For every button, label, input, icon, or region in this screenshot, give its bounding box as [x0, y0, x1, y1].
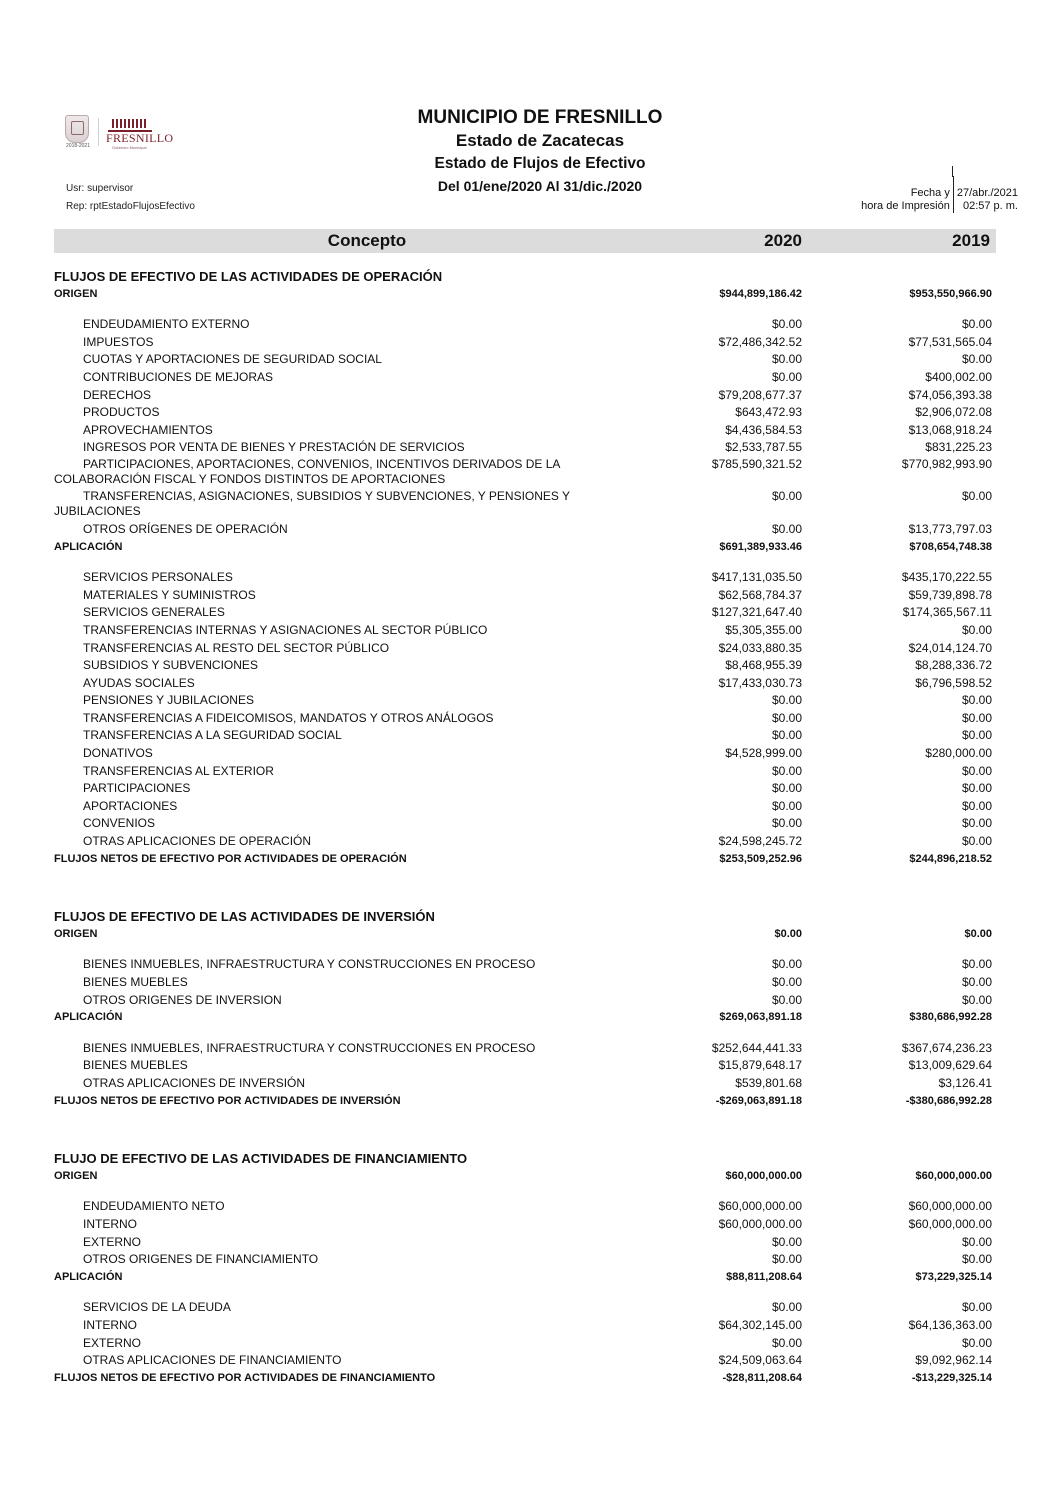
table-row: IMPUESTOS $72,486,342.52 $77,531,565.04	[83, 334, 992, 349]
table-row: INGRESOS POR VENTA DE BIENES Y PRESTACIÓN DE SERVICIOS $2,533,787.55 $831,225.23	[83, 440, 992, 455]
table-row: CONTRIBUCIONES DE MEJORAS $0.00 $400,002.00	[83, 369, 992, 384]
net-total-row-financiamiento: FLUJOS NETOS DE EFECTIVO POR ACTIVIDADES DE FINANCIAMIENTO -$28,811,208.64 -$13,229,325.14	[54, 1371, 992, 1384]
table-row: OTRAS APLICACIONES DE FINANCIAMIENTO $24,509,063.64 $9,092,962.14	[83, 1353, 992, 1368]
municipal-seal-icon	[65, 115, 89, 143]
table-row: AYUDAS SOCIALES $17,433,030.73 $6,796,598.52	[83, 675, 992, 690]
table-row: SUBSIDIOS Y SUBVENCIONES $8,468,955.39 $8,288,336.72	[83, 658, 992, 673]
table-row: ENDEUDAMIENTO EXTERNO $0.00 $0.00	[83, 317, 992, 332]
table-row: TRANSFERENCIAS AL RESTO DEL SECTOR PÚBLICO $24,033,880.35 $24,014,124.70	[83, 640, 992, 655]
table-row: PENSIONES Y JUBILACIONES $0.00 $0.00	[83, 693, 992, 708]
table-row: MATERIALES Y SUMINISTROS $62,568,784.37 $59,739,898.78	[83, 587, 992, 602]
cash-flow-table	[54, 262, 996, 1387]
table-row: DONATIVOS $4,528,999.00 $280,000.00	[83, 746, 992, 761]
table-row: BIENES MUEBLES $15,879,648.17 $13,009,629.64	[83, 1058, 992, 1073]
table-row: SERVICIOS DE LA DEUDA $0.00 $0.00	[83, 1300, 992, 1315]
table-row: TRANSFERENCIAS, ASIGNACIONES, SUBSIDIOS Y SUBVENCIONES, Y PENSIONES Y JUBILACIONES $0.00 $0.00	[54, 488, 992, 518]
print-label-time: hora de Impresión	[861, 200, 950, 212]
print-time: 02:57 p. m.	[962, 200, 1018, 212]
town-building-icon	[108, 116, 152, 132]
print-label-date: Fecha y	[910, 187, 950, 199]
seal-caption: 2018-2021	[66, 143, 90, 149]
table-header	[54, 229, 996, 253]
table-row: CONVENIOS $0.00 $0.00	[83, 816, 992, 831]
table-row: OTROS ORIGENES DE INVERSION $0.00 $0.00	[83, 992, 992, 1007]
municipality-title: MUNICIPIO DE FRESNILLO	[417, 107, 663, 128]
print-date: 27/abr./2021	[956, 187, 1018, 199]
table-row: APROVECHAMIENTOS $4,436,584.53 $13,068,918.24	[83, 422, 992, 437]
section-title-inversion: FLUJOS DE EFECTIVO DE LAS ACTIVIDADES DE INVERSIÓN	[54, 909, 435, 925]
brand-logo-text: FRESNILLO	[106, 131, 174, 145]
column-header-2020: 2020	[764, 231, 802, 250]
table-row: SERVICIOS GENERALES $127,321,647.40 $174,365,567.11	[83, 605, 992, 620]
report-title-block	[330, 107, 750, 197]
table-row: TRANSFERENCIAS A LA SEGURIDAD SOCIAL $0.00 $0.00	[83, 728, 992, 743]
table-row: BIENES INMUEBLES, INFRAESTRUCTURA Y CONSTRUCCIONES EN PROCESO $0.00 $0.00	[83, 957, 992, 972]
table-row: BIENES MUEBLES $0.00 $0.00	[83, 975, 992, 989]
column-header-concepto: Concepto	[327, 231, 407, 250]
subtotal-row-origen-financiamiento: ORIGEN $60,000,000.00 $60,000,000.00	[54, 1169, 992, 1182]
user-label: Usr: supervisor	[66, 183, 134, 194]
table-row: EXTERNO $0.00 $0.00	[83, 1234, 992, 1249]
subtotal-row-aplicacion-inversion: APLICACIÓN $269,063,891.18 $380,686,992.28	[54, 1011, 992, 1024]
header-logos	[62, 113, 174, 153]
table-row: EXTERNO $0.00 $0.00	[83, 1335, 992, 1350]
subtotal-row-origen-operacion: ORIGEN $944,899,186.42 $953,550,966.90	[54, 287, 992, 300]
table-row: OTROS ORIGENES DE FINANCIAMIENTO $0.00 $0.00	[83, 1252, 992, 1267]
table-row: DERECHOS $79,208,677.37 $74,056,393.38	[83, 387, 992, 402]
table-row: SERVICIOS PERSONALES $417,131,035.50 $435,170,222.55	[83, 570, 992, 585]
subtotal-row-aplicacion-financiamiento: APLICACIÓN $88,811,208.64 $73,229,325.14	[54, 1270, 992, 1283]
net-total-row-inversion: FLUJOS NETOS DE EFECTIVO POR ACTIVIDADES DE INVERSIÓN -$269,063,891.18 -$380,686,992.28	[54, 1094, 992, 1107]
table-row: INTERNO $64,302,145.00 $64,136,363.00	[83, 1317, 992, 1332]
print-datetime	[861, 176, 1018, 213]
table-row: ENDEUDAMIENTO NETO $60,000,000.00 $60,000,000.00	[83, 1199, 992, 1214]
state-title: Estado de Zacatecas	[455, 131, 625, 150]
brand-tagline: Gobierno Municipal	[112, 145, 147, 150]
section-title-operacion: FLUJOS DE EFECTIVO DE LAS ACTIVIDADES DE OPERACIÓN	[54, 269, 443, 284]
column-header-2019: 2019	[952, 231, 990, 250]
table-row: PRODUCTOS $643,472.93 $2,906,072.08	[83, 405, 992, 420]
section-title-financiamiento: FLUJO DE EFECTIVO DE LAS ACTIVIDADES DE FINANCIAMIENTO	[54, 1151, 468, 1167]
table-row: APORTACIONES $0.00 $0.00	[83, 798, 992, 813]
logo-divider	[98, 118, 99, 146]
report-id-label: Rep: rptEstadoFlujosEfectivo	[66, 201, 195, 212]
report-name: Estado de Flujos de Efectivo	[434, 155, 646, 172]
table-row: TRANSFERENCIAS INTERNAS Y ASIGNACIONES AL SECTOR PÚBLICO $5,305,355.00 $0.00	[83, 622, 992, 637]
report-period: Del 01/ene/2020 Al 31/dic./2020	[437, 178, 643, 194]
table-row: BIENES INMUEBLES, INFRAESTRUCTURA Y CONSTRUCCIONES EN PROCESO $252,644,441.33 $367,674,236.23	[83, 1040, 992, 1055]
net-total-row-operacion: FLUJOS NETOS DE EFECTIVO POR ACTIVIDADES DE OPERACIÓN $253,509,252.96 $244,896,218.52	[54, 852, 992, 865]
table-row: OTRAS APLICACIONES DE OPERACIÓN $24,598,245.72 $0.00	[83, 834, 992, 849]
table-row: OTRAS APLICACIONES DE INVERSIÓN $539,801.68 $3,126.41	[83, 1075, 992, 1090]
table-row: TRANSFERENCIAS AL EXTERIOR $0.00 $0.00	[83, 763, 992, 778]
table-row: PARTICIPACIONES $0.00 $0.00	[83, 781, 992, 796]
table-row: TRANSFERENCIAS A FIDEICOMISOS, MANDATOS Y OTROS ANÁLOGOS $0.00 $0.00	[83, 710, 992, 725]
subtotal-row-aplicacion-operacion: APLICACIÓN $691,389,933.46 $708,654,748.38	[54, 540, 992, 553]
table-row: CUOTAS Y APORTACIONES DE SEGURIDAD SOCIAL $0.00 $0.00	[83, 352, 992, 367]
table-row: OTROS ORÍGENES DE OPERACIÓN $0.00 $13,773,797.03	[83, 521, 992, 536]
table-row: PARTICIPACIONES, APORTACIONES, CONVENIOS, INCENTIVOS DERIVADOS DE LA COLABORACIÓN FISCAL Y FONDOS DISTINTOS DE APORTACIONES $785,590,321.52 $770,982,993.90	[54, 456, 992, 486]
table-row: INTERNO $60,000,000.00 $60,000,000.00	[83, 1216, 992, 1231]
subtotal-row-origen-inversion: ORIGEN $0.00 $0.00	[54, 927, 992, 940]
